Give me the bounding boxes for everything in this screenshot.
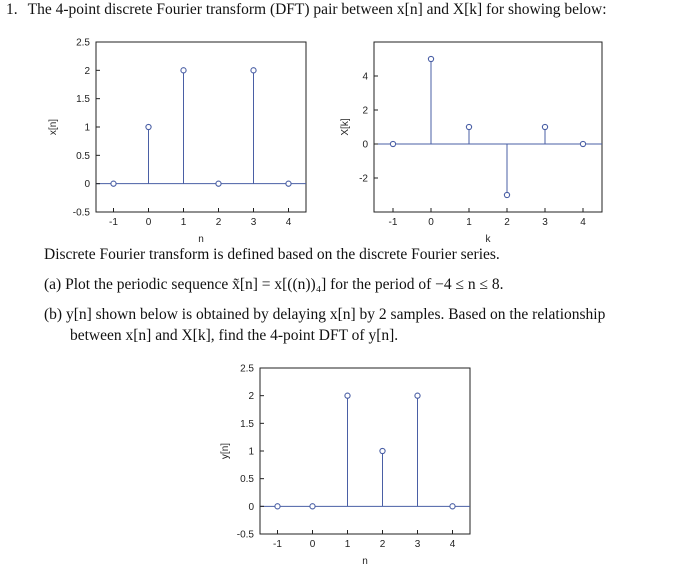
x-tick-label: 1 (180, 217, 187, 228)
y-tick-label: 0 (84, 179, 90, 191)
y-tick-label: -0.5 (72, 207, 90, 219)
plot-frame (96, 42, 306, 212)
y-tick-label: 0.5 (240, 474, 254, 486)
x-tick-label: 2 (215, 217, 222, 228)
y-tick-label: 0 (362, 139, 368, 151)
x-tick-label: 3 (414, 539, 421, 550)
question-heading (6, 1, 607, 19)
stem-marker (380, 448, 385, 453)
question-number: 1. (6, 1, 18, 18)
part-a-text: Plot the periodic sequence x̃[n] = x[((n))₄] for the period of −4 ≤ n ≤ 8. (65, 276, 504, 293)
y-tick-label: 2 (362, 105, 368, 117)
stem-marker (450, 504, 455, 509)
y-tick-label: 4 (362, 71, 368, 83)
stem-marker (504, 192, 509, 197)
part-a-label: (a) (44, 276, 62, 293)
x-tick-label: 3 (542, 217, 548, 228)
part-b-text-1: y[n] shown below is obtained by delaying x[n] by 2 samples. Based on the relationship (65, 306, 606, 323)
stem-marker (216, 181, 221, 186)
y-tick-label: 1.5 (76, 94, 90, 106)
x-axis-label: n (362, 556, 368, 567)
y-n-stem-plot (214, 358, 474, 567)
x-tick-label: 0 (145, 217, 152, 228)
stem-plot-svg (336, 30, 606, 245)
stem-marker (275, 504, 280, 509)
stem-marker (428, 56, 433, 61)
stem-marker (466, 124, 471, 129)
y-axis-label: X[k] (340, 118, 351, 136)
stem-plot-svg (40, 30, 310, 245)
x-tick-label: 4 (449, 539, 456, 550)
stem-marker (251, 68, 256, 73)
plot-frame (374, 42, 602, 212)
y-tick-label: 1.5 (240, 418, 254, 430)
definition-text: Discrete Fourier transform is defined based on the discrete Fourier series. (44, 246, 500, 263)
x-tick-label: 3 (250, 217, 257, 228)
stem-marker (542, 124, 547, 129)
x-tick-label: 0 (309, 539, 316, 550)
x-axis-label: n (198, 234, 204, 245)
y-tick-label: 2.5 (76, 37, 90, 49)
y-tick-label: 2 (248, 391, 254, 403)
part-b-label: (b) (44, 306, 63, 323)
x-tick-label: -1 (388, 217, 398, 228)
x-tick-label: 1 (466, 217, 472, 228)
y-tick-label: -2 (359, 173, 368, 185)
y-tick-label: 2.5 (240, 363, 254, 375)
stem-marker (146, 124, 151, 129)
x-tick-label: 2 (379, 539, 386, 550)
x-n-stem-plot (40, 30, 310, 245)
part-a (44, 276, 504, 294)
stem-marker (286, 181, 291, 186)
y-tick-label: 0.5 (76, 150, 90, 162)
y-axis-label: y[n] (220, 442, 231, 460)
stem-marker (345, 393, 350, 398)
x-tick-label: 4 (285, 217, 292, 228)
stem-plot-svg (214, 358, 474, 567)
y-tick-label: -0.5 (236, 529, 254, 541)
plot-frame (260, 368, 470, 534)
y-tick-label: 1 (248, 446, 254, 458)
x-tick-label: -1 (273, 539, 282, 550)
y-axis-label: x[n] (48, 118, 59, 136)
stem-marker (310, 504, 315, 509)
part-b-line-1 (44, 306, 605, 324)
x-axis-label: k (485, 234, 491, 245)
part-b-line-2: between x[n] and X[k], find the 4-point DFT of y[n]. (70, 327, 399, 344)
x-tick-label: -1 (109, 217, 118, 228)
stem-marker (181, 68, 186, 73)
stem-marker (390, 141, 395, 146)
x-tick-label: 1 (344, 539, 351, 550)
X-k-stem-plot (336, 30, 606, 245)
x-tick-label: 2 (504, 217, 510, 228)
stem-marker (111, 181, 116, 186)
y-tick-label: 0 (248, 501, 254, 513)
stem-marker (580, 141, 585, 146)
y-tick-label: 2 (84, 65, 90, 77)
x-tick-label: 0 (428, 217, 434, 228)
x-tick-label: 4 (580, 217, 586, 228)
stem-marker (415, 393, 420, 398)
question-text: The 4-point discrete Fourier transform (DFT) pair between x[n] and X[k] for showing below: (27, 1, 607, 18)
y-tick-label: 1 (84, 122, 90, 134)
